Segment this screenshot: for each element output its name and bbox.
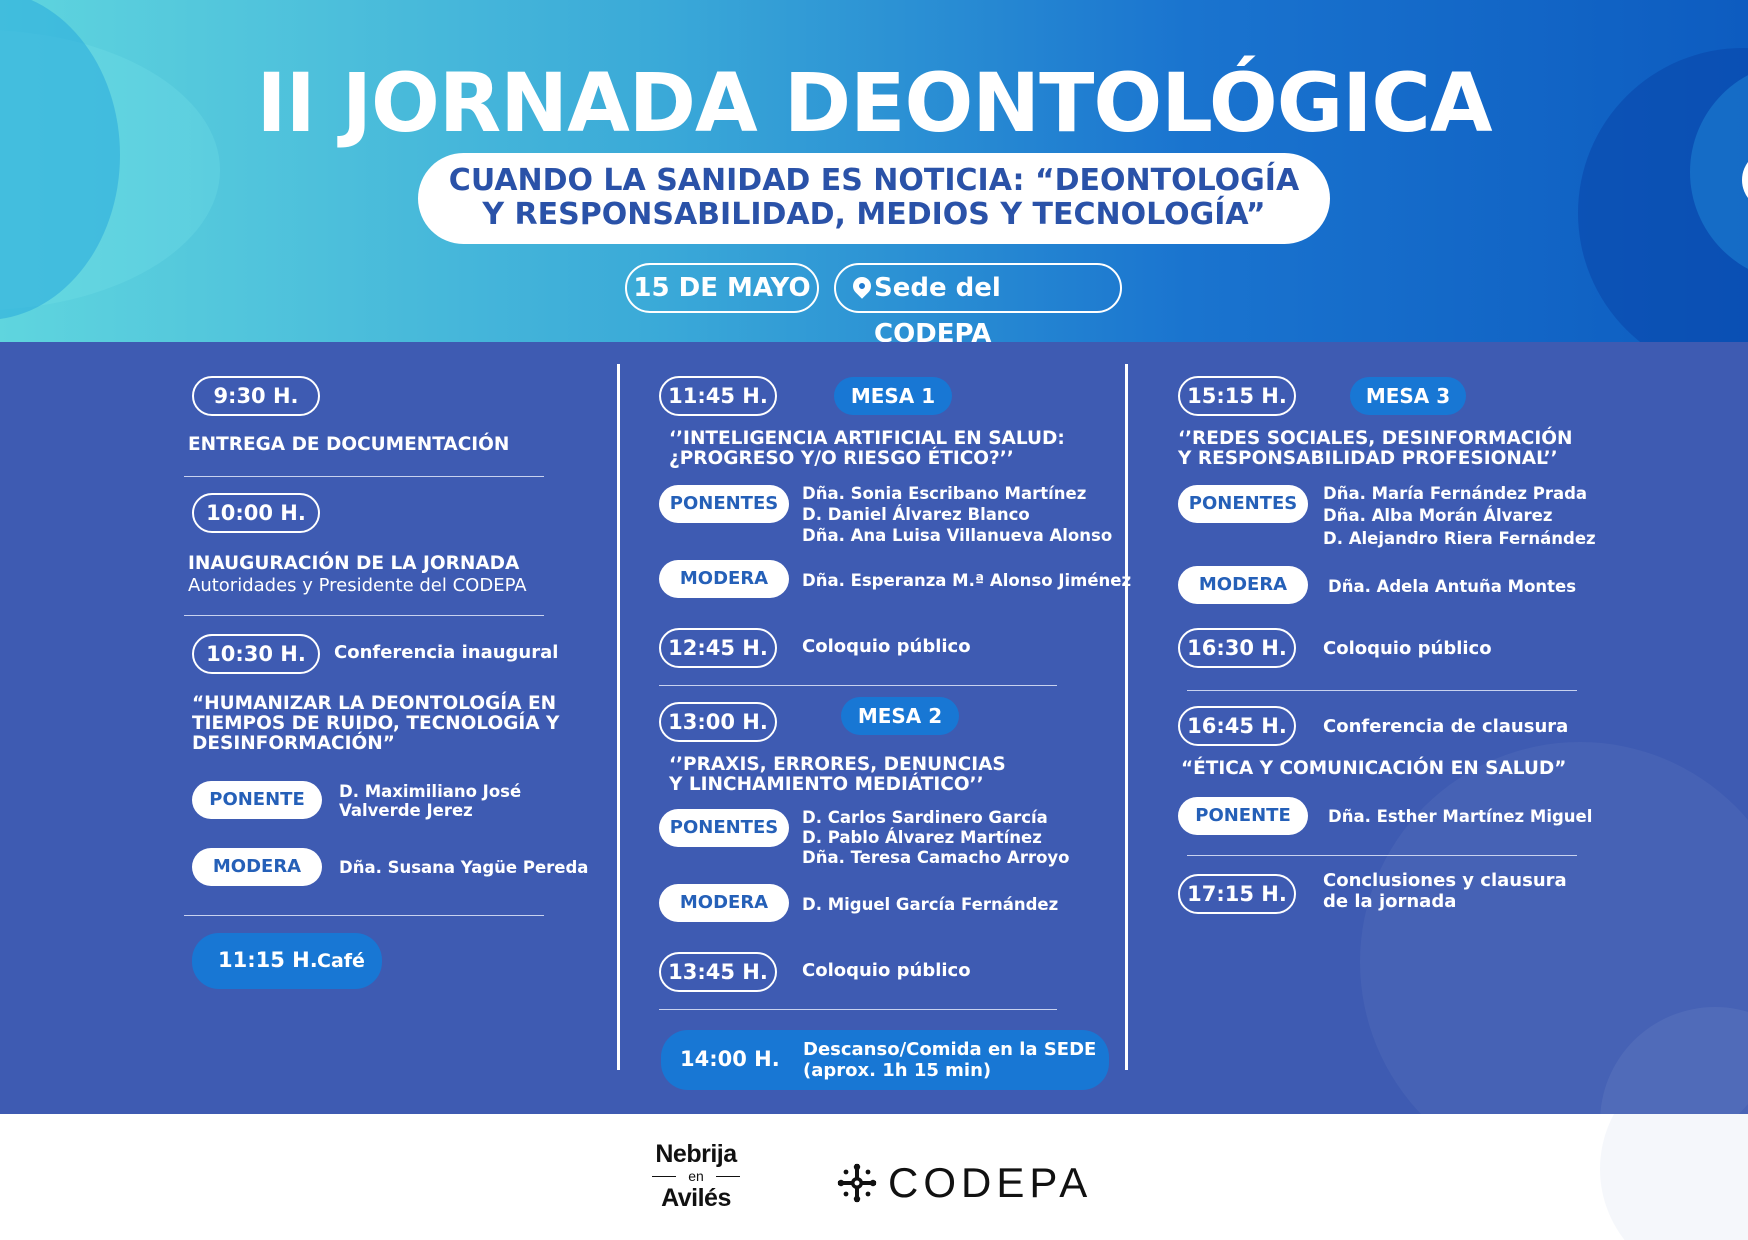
ponente-badge: PONENTE [192, 781, 322, 819]
speaker-name: Dña. Sonia Escribano Martínez [802, 484, 1087, 503]
ponentes-badge: PONENTES [1178, 485, 1308, 523]
panel-title-line-1: ‘’REDES SOCIALES, DESINFORMACIÓN [1178, 428, 1573, 449]
decor-circle [1600, 1114, 1748, 1240]
separator [184, 915, 544, 916]
modera-badge: MODERA [659, 560, 789, 598]
speaker-name: Dña. María Fernández Prada [1323, 484, 1588, 503]
speaker-name: Dña. Esther Martínez Miguel [1328, 807, 1593, 826]
subtitle-line-2: Y RESPONSABILIDAD, MEDIOS Y TECNOLOGÍA” [482, 197, 1266, 232]
nebrija-logo-city: Avilés [661, 1184, 731, 1212]
time-pill: 13:45 H. [659, 952, 777, 992]
session-label: Conferencia inaugural [334, 642, 559, 663]
ponente-badge: PONENTE [1178, 797, 1308, 835]
footer [0, 1114, 1748, 1240]
speaker-line-2: Valverde Jerez [339, 801, 473, 820]
ponentes-badge: PONENTES [659, 809, 789, 847]
lecture-title-line-3: DESINFORMACIÓN” [192, 733, 395, 754]
time-pill: 9:30 H. [192, 376, 320, 416]
codepa-logo [832, 1158, 1092, 1208]
column-divider [1125, 364, 1128, 1070]
speaker-name: D. Pablo Álvarez Martínez [802, 828, 1042, 847]
separator [659, 685, 1057, 686]
event-subtitle [418, 153, 1330, 244]
time-pill: 12:45 H. [659, 628, 777, 668]
speaker-name: Dña. Alba Morán Álvarez [1323, 506, 1553, 525]
speaker-name: D. Carlos Sardinero García [802, 808, 1048, 827]
speaker-name: Dña. Ana Luisa Villanueva Alonso [802, 526, 1113, 545]
coloquio-label: Coloquio público [1323, 638, 1492, 659]
lecture-title: “ÉTICA Y COMUNICACIÓN EN SALUD” [1181, 758, 1567, 779]
mesa-badge: MESA 3 [1350, 377, 1466, 415]
column-divider [617, 364, 620, 1070]
moderator-name: Dña. Susana Yagüe Pereda [339, 858, 589, 877]
modera-badge: MODERA [192, 848, 322, 886]
break-time: 14:00 H. [680, 1047, 780, 1071]
speaker-line-1: D. Maximiliano José [339, 782, 522, 801]
event-date: 15 DE MAYO [625, 263, 819, 313]
speaker-name: Dña. Teresa Camacho Arroyo [802, 848, 1070, 867]
cafe-time: 11:15 H. [218, 948, 318, 972]
separator [1187, 690, 1577, 691]
codepa-emblem-icon [836, 1162, 878, 1204]
event-title: II JORNADA DEONTOLÓGICA [256, 57, 1492, 151]
venue-label: Sede del CODEPA [874, 273, 1001, 342]
coloquio-label: Coloquio público [802, 636, 971, 657]
nebrija-aviles-logo [648, 1140, 744, 1212]
time-pill: 15:15 H. [1178, 376, 1296, 416]
cafe-label: Café [317, 950, 365, 972]
moderator-name: Dña. Adela Antuña Montes [1328, 577, 1577, 596]
time-pill: 10:30 H. [192, 634, 320, 674]
nebrija-logo-connector: en [648, 1168, 744, 1184]
mesa-badge: MESA 2 [841, 697, 959, 735]
panel-title-line-2: ¿PROGRESO Y/O RIESGO ÉTICO?’’ [669, 448, 1014, 469]
event-venue [834, 263, 1122, 342]
break-line-2: (aprox. 1h 15 min) [803, 1060, 992, 1081]
mesa-badge: MESA 1 [834, 377, 952, 415]
separator [184, 476, 544, 477]
session-subtitle: Autoridades y Presidente del CODEPA [188, 575, 527, 596]
subtitle-line-1: CUANDO LA SANIDAD ES NOTICIA: “DEONTOLOGÍA [448, 163, 1300, 198]
lunch-break [661, 1030, 1109, 1090]
speaker-name: D. Daniel Álvarez Blanco [802, 505, 1030, 524]
lecture-title-line-1: “HUMANIZAR LA DEONTOLOGÍA EN [192, 693, 557, 714]
ponentes-badge: PONENTES [659, 485, 789, 523]
location-pin-icon [849, 273, 874, 298]
time-pill: 17:15 H. [1178, 874, 1296, 914]
codepa-logo-text: CODEPA [888, 1159, 1093, 1206]
closing-line-2: de la jornada [1323, 891, 1457, 912]
moderator-name: D. Miguel García Fernández [802, 895, 1059, 914]
modera-badge: MODERA [659, 884, 789, 922]
panel-title-line-1: ‘’PRAXIS, ERRORES, DENUNCIAS [669, 754, 1006, 775]
coloquio-label: Coloquio público [802, 960, 971, 981]
time-pill: 10:00 H. [192, 493, 320, 533]
modera-badge: MODERA [1178, 566, 1308, 604]
panel-title-line-1: ‘’INTELIGENCIA ARTIFICIAL EN SALUD: [669, 428, 1065, 449]
panel-title-line-2: Y RESPONSABILIDAD PROFESIONAL’’ [1178, 448, 1558, 469]
speaker-name: D. Alejandro Riera Fernández [1323, 529, 1596, 548]
moderator-name: Dña. Esperanza M.ª Alonso Jiménez [802, 571, 1132, 590]
lecture-title-line-2: TIEMPOS DE RUIDO, TECNOLOGÍA Y [192, 713, 560, 734]
time-pill: 11:45 H. [659, 376, 777, 416]
separator [659, 1009, 1057, 1010]
time-pill: 13:00 H. [659, 702, 777, 742]
cafe-break [192, 933, 382, 989]
time-pill: 16:45 H. [1178, 706, 1296, 746]
session-title: ENTREGA DE DOCUMENTACIÓN [188, 434, 510, 455]
separator [184, 615, 544, 616]
session-label: Conferencia de clausura [1323, 716, 1569, 737]
session-title: INAUGURACIÓN DE LA JORNADA [188, 553, 520, 574]
closing-line-1: Conclusiones y clausura [1323, 870, 1567, 891]
nebrija-logo-text: Nebrija [655, 1140, 737, 1168]
panel-title-line-2: Y LINCHAMIENTO MEDIÁTICO’’ [669, 774, 984, 795]
break-line-1: Descanso/Comida en la SEDE [803, 1039, 1097, 1060]
separator [1187, 855, 1577, 856]
time-pill: 16:30 H. [1178, 628, 1296, 668]
header-banner [0, 0, 1748, 342]
